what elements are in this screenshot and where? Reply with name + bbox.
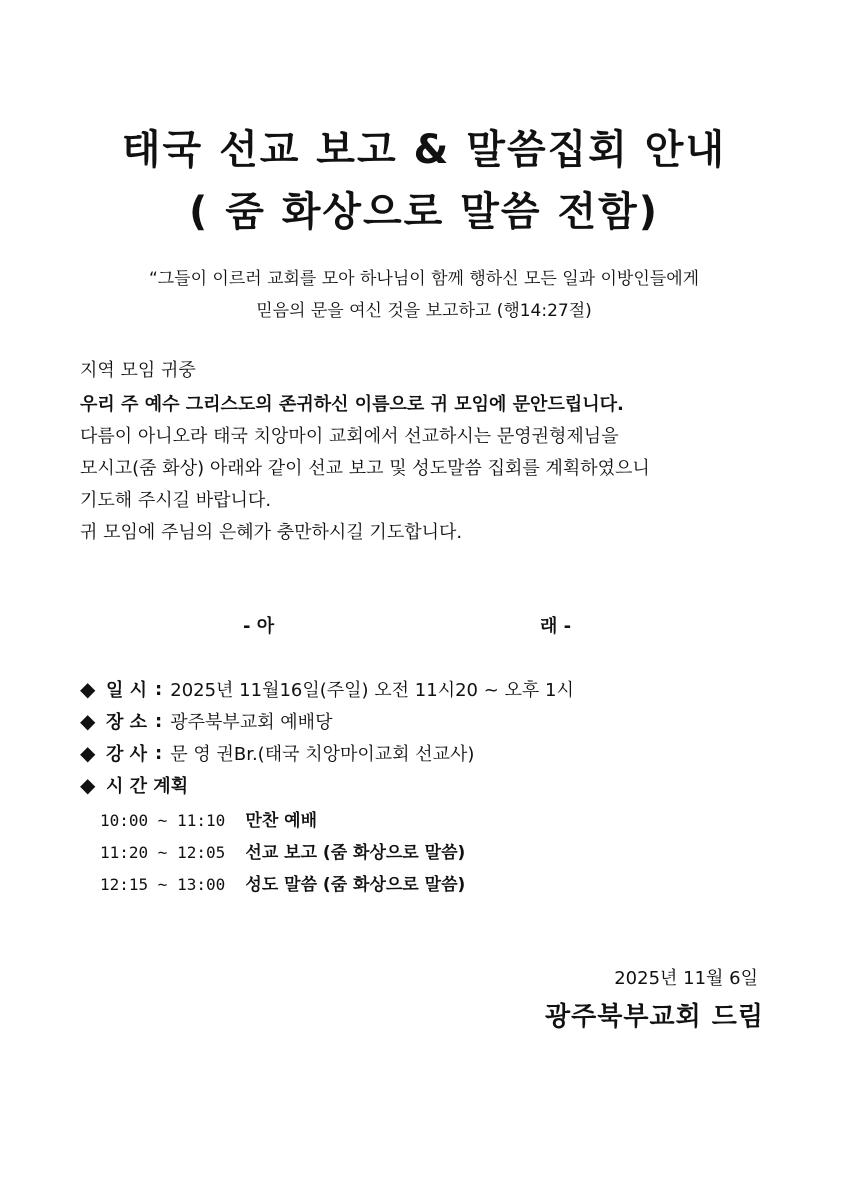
detail-value: 문 영 권Br.(태국 치앙마이교회 선교사)	[170, 744, 475, 765]
sender-signature: 광주북부교회 드림	[545, 1002, 764, 1032]
detail-row-date	[80, 676, 574, 702]
body-line-4: 기도해 주시길 바랍니다.	[80, 490, 272, 511]
notice-heading-right: 래 -	[540, 616, 572, 637]
detail-label: 강 사	[106, 744, 148, 765]
schedule-item: 선교 보고 (줌 화상으로 말씀)	[245, 843, 466, 863]
body-line-3: 모시고(줌 화상) 아래와 같이 선교 보고 및 성도말씀 집회를 계획하였으니	[80, 458, 650, 479]
verse-line-2: 믿음의 문을 여신 것을 보고하고 (행14:27절)	[256, 301, 592, 321]
schedule-row	[100, 870, 465, 895]
diamond-bullet-icon: ◆	[80, 773, 96, 797]
detail-row-place	[80, 708, 332, 734]
schedule-time: 11:20 ~ 12:05	[100, 843, 226, 862]
detail-label: 시 간 계획	[106, 776, 189, 797]
document-date: 2025년 11월 6일	[614, 968, 758, 989]
detail-value: 광주북부교회 예배당	[170, 712, 333, 733]
notice-heading-left: - 아	[243, 616, 275, 637]
detail-separator: :	[155, 678, 163, 700]
detail-row-schedule	[80, 772, 204, 798]
schedule-time: 12:15 ~ 13:00	[100, 875, 226, 894]
schedule-row	[100, 838, 465, 863]
schedule-item: 만찬 예배	[245, 811, 318, 831]
detail-label: 장 소	[106, 712, 148, 733]
body-line-2: 다름이 아니오라 태국 치앙마이 교회에서 선교하시는 문영권형제님을	[80, 426, 619, 447]
detail-label: 일 시	[106, 680, 148, 701]
detail-value: 2025년 11월16일(주일) 오전 11시20 ~ 오후 1시	[170, 680, 574, 701]
schedule-row	[100, 806, 317, 831]
detail-row-speaker	[80, 740, 474, 766]
body-line-1: 우리 주 예수 그리스도의 존귀하신 이름으로 귀 모임에 문안드립니다.	[80, 394, 624, 415]
page-subtitle: ( 줌 화상으로 말씀 전함)	[188, 189, 660, 235]
schedule-time: 10:00 ~ 11:10	[100, 811, 226, 830]
detail-separator: :	[155, 742, 163, 764]
page-title: 태국 선교 보고 & 말씀집회 안내	[121, 127, 727, 173]
detail-separator: :	[155, 710, 163, 732]
diamond-bullet-icon: ◆	[80, 741, 96, 765]
body-line-5: 귀 모임에 주님의 은혜가 충만하시길 기도합니다.	[80, 522, 463, 543]
diamond-bullet-icon: ◆	[80, 709, 96, 733]
schedule-item: 성도 말씀 (줌 화상으로 말씀)	[245, 875, 466, 895]
verse-line-1: “그들이 이르러 교회를 모아 하나님이 함께 행하신 모든 일과 이방인들에게	[148, 269, 700, 289]
diamond-bullet-icon: ◆	[80, 677, 96, 701]
greeting: 지역 모임 귀중	[80, 360, 196, 381]
